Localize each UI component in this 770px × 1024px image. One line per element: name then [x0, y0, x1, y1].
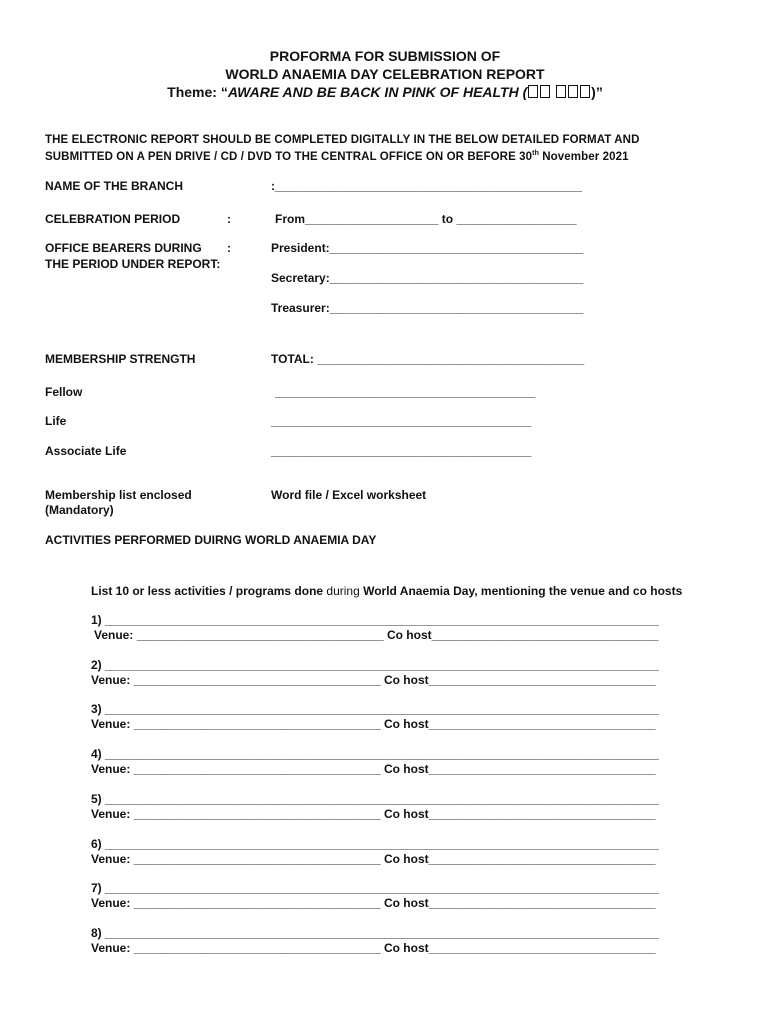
cohost-field[interactable]: __________________________________ — [428, 941, 656, 955]
cohost-field[interactable]: __________________________________ — [428, 717, 656, 731]
activity-number: 1) — [91, 613, 102, 627]
cohost-label: Co host — [383, 628, 432, 642]
venue-label: Venue: — [91, 673, 134, 687]
activities-instruction-b: during — [326, 584, 360, 598]
activities-instruction-c: World Anaemia Day, mentioning the venue and co hosts — [359, 584, 683, 598]
venue-cohost-line — [91, 896, 656, 910]
period-field[interactable]: From____________________ to __________________ — [275, 212, 577, 226]
enclosed-label-2: (Mandatory) — [45, 503, 114, 517]
cohost-field[interactable]: __________________________________ — [428, 896, 656, 910]
instruction-line-2 — [45, 150, 629, 163]
bearers-colon: : — [227, 241, 231, 255]
venue-field[interactable]: _____________________________________ — [133, 807, 381, 821]
activity-line[interactable] — [91, 747, 659, 761]
activity-blank[interactable]: ___________________________________________________________________________________ — [105, 837, 659, 851]
venue-label: Venue: — [91, 896, 134, 910]
theme-text: AWARE AND BE BACK IN PINK OF HEALTH ( — [227, 84, 528, 100]
activity-number: 5) — [91, 792, 102, 806]
cohost-label: Co host — [380, 673, 429, 687]
activity-blank[interactable]: ___________________________________________________________________________________ — [105, 926, 659, 940]
activity-blank[interactable]: ___________________________________________________________________________________ — [105, 881, 659, 895]
venue-label: Venue: — [91, 807, 134, 821]
activities-heading: ACTIVITIES PERFORMED DUIRNG WORLD ANAEMIA DAY — [45, 533, 377, 547]
bearers-label-2: THE PERIOD UNDER REPORT: — [45, 257, 221, 271]
theme-suffix: )” — [591, 84, 603, 100]
instruction-text-a: SUBMITTED ON A PEN DRIVE / CD / DVD TO THE CENTRAL OFFICE ON OR BEFORE 30 — [45, 150, 533, 163]
branch-label: NAME OF THE BRANCH — [45, 179, 183, 193]
cohost-field[interactable]: __________________________________ — [428, 807, 656, 821]
activity-line[interactable] — [91, 881, 659, 895]
branch-field[interactable]: :______________________________________________ — [271, 179, 582, 193]
activity-line[interactable] — [91, 792, 659, 806]
cohost-field[interactable]: __________________________________ — [428, 852, 656, 866]
activity-line[interactable] — [91, 658, 659, 672]
venue-cohost-line — [91, 807, 656, 821]
activity-line[interactable] — [91, 926, 659, 940]
venue-field[interactable]: _____________________________________ — [136, 628, 384, 642]
associate-field[interactable]: _______________________________________ — [271, 444, 532, 458]
period-label: CELEBRATION PERIOD — [45, 212, 181, 226]
membership-label: MEMBERSHIP STRENGTH — [45, 352, 196, 366]
title-line-1: PROFORMA FOR SUBMISSION OF — [269, 48, 501, 64]
activity-blank[interactable]: ___________________________________________________________________________________ — [105, 702, 659, 716]
venue-cohost-line — [94, 628, 659, 642]
secretary-field[interactable]: Secretary:______________________________________ — [271, 271, 584, 285]
activity-number: 7) — [91, 881, 102, 895]
activity-number: 2) — [91, 658, 102, 672]
membership-total-field[interactable]: TOTAL: ________________________________________ — [271, 352, 585, 366]
glyph-boxes-icon — [527, 84, 591, 100]
cohost-label: Co host — [380, 807, 429, 821]
cohost-field[interactable]: __________________________________ — [428, 673, 656, 687]
venue-label: Venue: — [91, 762, 134, 776]
instruction-text-b: November 2021 — [538, 150, 629, 163]
activity-line[interactable] — [91, 702, 659, 716]
activity-line[interactable] — [91, 837, 659, 851]
president-field[interactable]: President:______________________________________ — [271, 241, 584, 255]
treasurer-field[interactable]: Treasurer:______________________________________ — [271, 301, 584, 315]
fellow-field[interactable]: _______________________________________ — [275, 385, 536, 399]
life-field[interactable]: _______________________________________ — [271, 414, 532, 428]
theme-line — [0, 84, 770, 100]
cohost-field[interactable]: __________________________________ — [428, 762, 656, 776]
instruction-sup: th — [532, 150, 539, 157]
cohost-label: Co host — [380, 941, 429, 955]
venue-field[interactable]: _____________________________________ — [133, 896, 381, 910]
venue-label: Venue: — [91, 941, 134, 955]
bearers-label-1: OFFICE BEARERS DURING — [45, 241, 202, 255]
venue-cohost-line — [91, 852, 656, 866]
activity-blank[interactable]: ___________________________________________________________________________________ — [105, 747, 659, 761]
venue-label: Venue: — [91, 852, 134, 866]
venue-label: Venue: — [94, 628, 137, 642]
activity-number: 8) — [91, 926, 102, 940]
activity-number: 6) — [91, 837, 102, 851]
title-line-2: WORLD ANAEMIA DAY CELEBRATION REPORT — [225, 66, 545, 82]
instruction-line-1: THE ELECTRONIC REPORT SHOULD BE COMPLETED DIGITALLY IN THE BELOW DETAILED FORMAT AND — [45, 134, 640, 146]
theme-prefix: Theme: “ — [167, 84, 228, 100]
venue-cohost-line — [91, 762, 656, 776]
cohost-label: Co host — [380, 896, 429, 910]
activity-blank[interactable]: ___________________________________________________________________________________ — [105, 658, 659, 672]
venue-label: Venue: — [91, 717, 134, 731]
activity-number: 3) — [91, 702, 102, 716]
activity-number: 4) — [91, 747, 102, 761]
cohost-label: Co host — [380, 762, 429, 776]
fellow-label: Fellow — [45, 385, 83, 399]
cohost-field[interactable]: __________________________________ — [431, 628, 659, 642]
enclosed-value: Word file / Excel worksheet — [271, 488, 427, 502]
venue-field[interactable]: _____________________________________ — [133, 941, 381, 955]
venue-cohost-line — [91, 673, 656, 687]
associate-label: Associate Life — [45, 444, 127, 458]
venue-field[interactable]: _____________________________________ — [133, 852, 381, 866]
enclosed-label-1: Membership list enclosed — [45, 488, 192, 502]
cohost-label: Co host — [380, 852, 429, 866]
activity-blank[interactable]: ___________________________________________________________________________________ — [105, 613, 659, 627]
venue-field[interactable]: _____________________________________ — [133, 762, 381, 776]
activities-instruction — [91, 584, 682, 598]
activity-line[interactable] — [91, 613, 659, 627]
venue-cohost-line — [91, 717, 656, 731]
cohost-label: Co host — [380, 717, 429, 731]
activities-instruction-a: List 10 or less activities / programs done — [91, 584, 327, 598]
activity-blank[interactable]: ___________________________________________________________________________________ — [105, 792, 659, 806]
period-colon: : — [227, 212, 231, 226]
venue-cohost-line — [91, 941, 656, 955]
venue-field[interactable]: _____________________________________ — [133, 717, 381, 731]
life-label: Life — [45, 414, 67, 428]
venue-field[interactable]: _____________________________________ — [133, 673, 381, 687]
